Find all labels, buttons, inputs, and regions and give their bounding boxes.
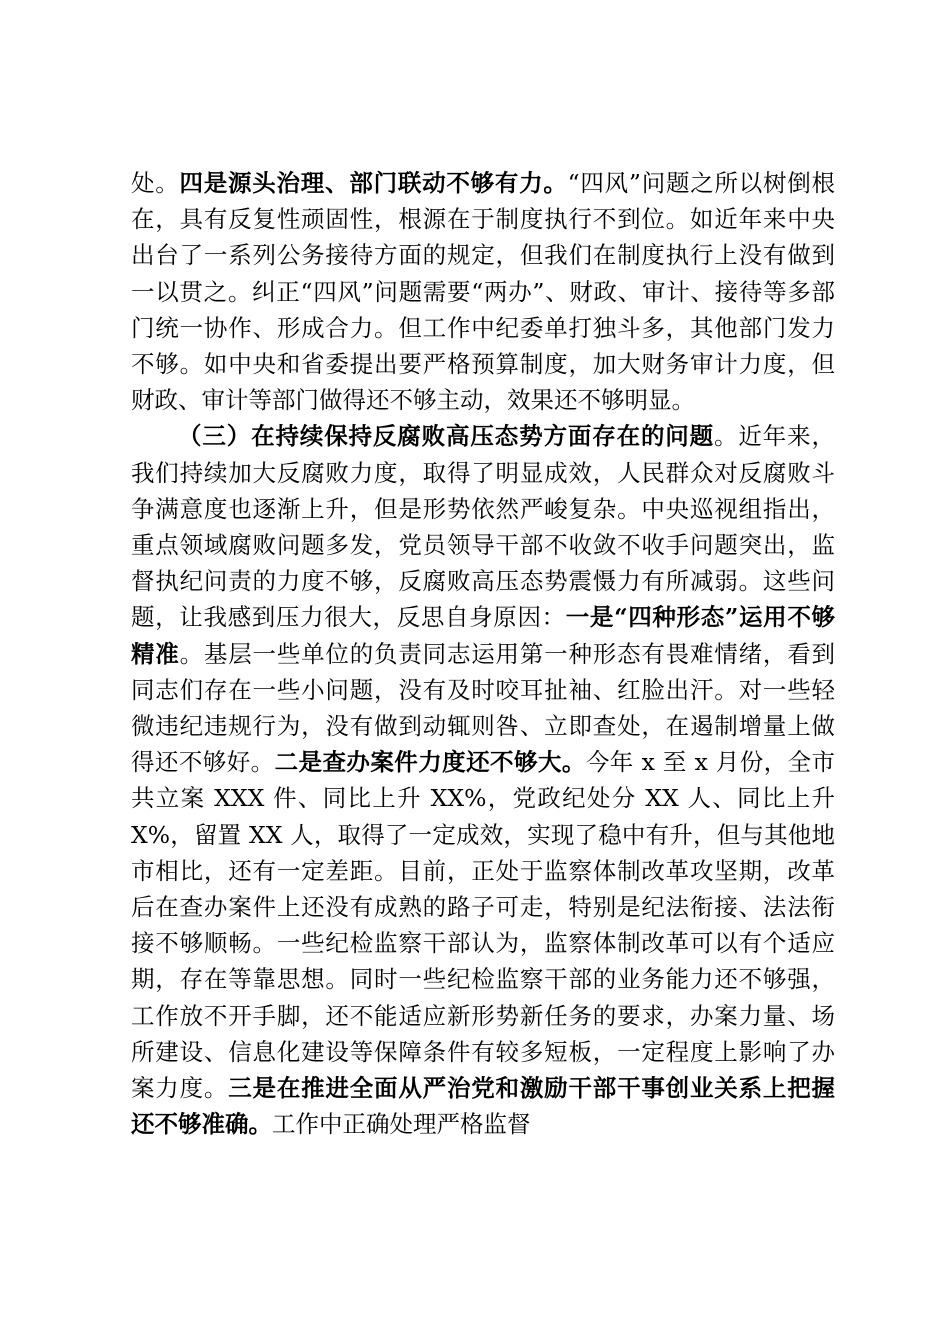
document-body	[131, 165, 835, 1142]
text-run: 工作中正确处理严格监督	[272, 1110, 531, 1139]
text-run: 。近年来，我们持续加大反腐败力度，取得了明显成效，人民群众对反腐败斗争满意度也逐渐上升，但是形势依然严峻复杂。中央巡视组指出，重点领域腐败问题多发，党员领导干部不收敛不收手问题突出，监督执纪问责的力度不够，反腐败高压态势震慑力有所减弱。这些问题，让我感到压力很大，反思自身原因：	[131, 422, 836, 632]
point-three-heading: 三是在推进全面从严治党和激励干部干事创业关系上把握还不够准确。	[131, 1074, 836, 1139]
text-run: “四风”问题之所以树倒根在，具有反复性顽固性，根源在于制度执行不到位。如近年来中央出台了一系列公务接待方面的规定，但我们在制度执行上没有做到一以贯之。纠正“四风”问题需要“两办”、财政、审计、接待等多部门统一协作、形成合力。但工作中纪委单打独斗多，其他部门发力不够。如中央和省委提出要严格预算制度，加大财务审计力度，但财政、审计等部门做得还不够主动，效果还不够明显。	[131, 169, 836, 415]
paragraph-continuation	[131, 165, 835, 418]
point-one-heading: 一是“四种形态”运用不够精准	[131, 603, 835, 668]
text-run: 。基层一些单位的负责同志运用第一种形态有畏难情绪，看到同志们存在一些小问题，没有及时咬耳扯袖、红脸出汗。对一些轻微违纪违规行为，没有做到动辄则咎、立即查处，在遏制增量上做得还不够好。	[131, 639, 836, 777]
point-four-heading: 四是源头治理、部门联动不够有力。	[179, 169, 568, 197]
point-two-heading: 二是查办案件力度还不够大。	[274, 748, 586, 777]
text-run: 处。	[131, 169, 180, 197]
section-three-paragraph	[131, 418, 835, 1142]
text-run: 今年 x 至 x 月份，全市共立案 XXX 件、同比上升 XX%，党政纪处分 XX 人、同比上升 X%，留置 XX 人，取得了一定成效，实现了稳中有升，但与其他地市相比，还有一定差距。目前，正处于监察体制改革攻坚期，改革后在查办案件上还没有成熟的路子可走，特别是纪法衔接、法法衔接不够顺畅。一些纪检监察干部认为，监察体制改革可以有个适应期，存在等靠思想。同时一些纪检监察干部的业务能力还不够强，工作放不开手脚，还不能适应新形势新任务的要求，办案力量、场所建设、信息化建设等保障条件有较多短板，一定程度上影响了办案力度。	[131, 748, 836, 1103]
section-three-heading: （三）在持续保持反腐败高压态势方面存在的问题	[178, 422, 715, 451]
